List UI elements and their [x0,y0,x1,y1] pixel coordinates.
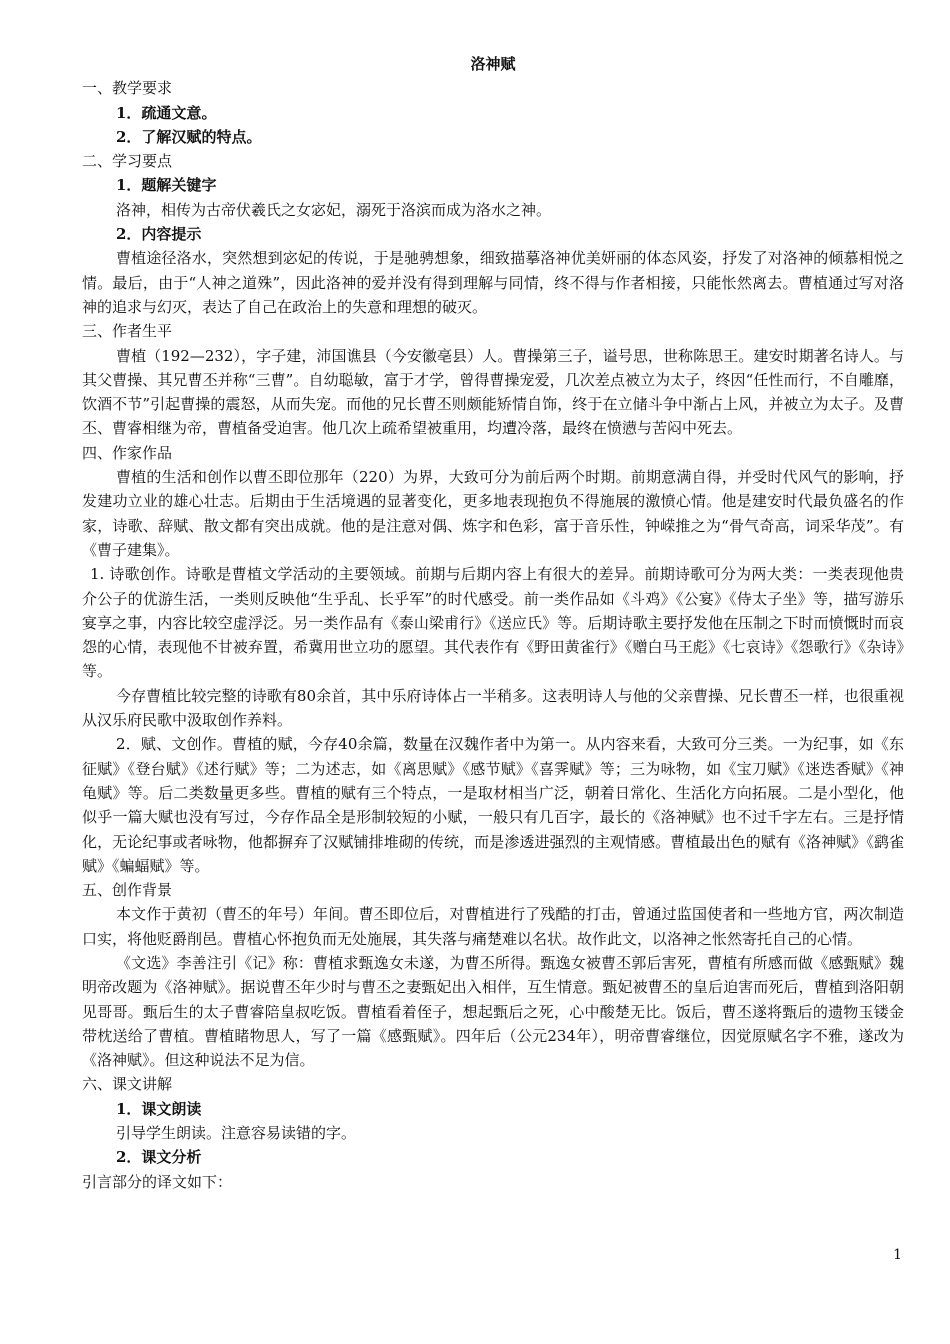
subheading-text-analysis: 2．课文分析 [116,1148,202,1167]
paragraph-two-periods: 曹植的生活和创作以曹丕即位那年（220）为界，大致可分为前后两个时期。前期意满自得，并受时代风气的影响，抒发建功立业的雄心壮志。后期由于生活境遇的显著变化，更多地表现抱负不得施展的激愤心情。他是建安时代最负盛名的作家，诗歌、辞赋、散文都有突出成就。他的是注意对偶、炼字和色彩，富于音乐性，钟嵘推之为“骨气奇高，词采华茂”。有《曹子建集》。 [82,468,904,559]
paragraph-reading-guidance: 引导学生朗读。注意容易读错的字。 [116,1124,357,1143]
paragraph-luoshen-definition: 洛神，相传为古帝伏羲氏之女宓妃，溺死于洛滨而成为洛水之神。 [116,200,552,219]
page-number: 1 [893,1247,902,1263]
subheading-understand-text: 1．疏通文意。 [116,103,217,122]
paragraph-huangchu-period: 本文作于黄初（曹丕的年号）年间。曹丕即位后，对曹植进行了残酷的打击，曾通过监国使者和一些地方官，两次制造口实，将他贬爵削邑。曹植心怀抱负而无处施展，其失落与痛楚难以名状。故作此文，以洛神之怅然寄托自己的心情。 [82,905,904,948]
paragraph-poetry-creation: 1. 诗歌创作。诗歌是曹植文学活动的主要领域。前期与后期内容上有很大的差异。前期诗歌可分为两大类：一类表现他贵介公子的优游生活，一类则反映他“生乎乱、长乎军”的时代感受。前一类作品如《斗鸡》《公宴》《侍太子坐》等，描写游乐宴享之事，内容比较空虚浮泛。另一类作品有《泰山梁甫行》《送应氏》等。后期诗歌主要抒发他在压制之下时而愤慨时而哀怨的心情，表现他不甘被弃置，希冀用世立功的愿望。其代表作有《野田黄雀行》《赠白马王彪》《七哀诗》《怨歌行》《杂诗》等。 [82,565,904,681]
section-heading-text-explanation: 六、课文讲解 [82,1075,173,1094]
subheading-content-tips: 2．内容提示 [116,225,202,244]
section-heading-teaching-requirements: 一、教学要求 [82,79,173,98]
subheading-reading-aloud: 1．课文朗读 [116,1099,202,1118]
paragraph-content-summary: 曹植途径洛水，突然想到宓妃的传说，于是驰骋想象，细致描摹洛神优美妍丽的体态风姿，抒发了对洛神的倾慕相悦之情。最后，由于“人神之道殊”，因此洛神的爱并没有得到理解与同情，终不得与作者相接，只能怅然离去。曹植通过写对洛神的追求与幻灭，表达了自己在政治上的失意和理想的破灭。 [82,249,904,316]
paragraph-zhen-legend: 《文选》李善注引《记》称：曹植求甄逸女未遂，为曹丕所得。甄逸女被曹丕郭后害死，曹植有所感而做《感甄赋》魏明帝改题为《洛神赋》。据说曹丕年少时与曹丕之妻甄妃出入相伴，互生情意。甄妃被曹丕的皇后迫害而死后，曹植到洛阳朝见哥哥。甄后生的太子曹睿陪皇叔吃饭。曹植看着侄子，想起甄后之死，心中酸楚无比。饭后，曹丕遂将甄后的遗物玉镂金带枕送给了曹植。曹植睹物思人，写了一篇《感甄赋》。四年后（公元234年），明帝曹睿继位，因觉原赋名字不雅，遂改为《洛神赋》。但这种说法不足为信。 [82,953,904,1070]
paragraph-cao-zhi-life: 曹植（192—232），字子建，沛国谯县（今安徽亳县）人。曹操第三子，谥号思，世称陈思王。建安时期著名诗人。与其父曹操、其兄曹丕并称“三曹”。自幼聪敏，富于才学，曾得曹操宠爱，几次差点被立为太子，终因“任性而行，不自雕靡，饮酒不节”引起曹操的震怒，从而失宠。而他的兄长曹丕则颇能矫情自饰，终于在立储斗争中渐占上风，并被立为太子。及曹丕、曹睿相继为帝，曹植备受迫害。他几次上疏希望被重用，均遭冷落，最终在愤懑与苦闷中死去。 [82,346,904,438]
paragraph-fu-prose-creation: 2．赋、文创作。曹植的赋，今存40余篇，数量在汉魏作者中为第一。从内容来看，大致可分三类。一为纪事，如《东征赋》《登台赋》《述行赋》等；二为述志，如《离思赋》《感节赋》《喜霁赋》等；三为咏物，如《宝刀赋》《迷迭香赋》《神龟赋》等。后二类数量更多些。曹植的赋有三个特点，一是取材相当广泛，朝着日常化、生活化方向拓展。二是小型化，他似乎一篇大赋也没有写过，今存作品全是形制较短的小赋，一般只有几百字，最长的《洛神赋》也不过千字左右。三是抒情化，无论纪事或者咏物，他都摒弃了汉赋铺排堆砌的传统，而是渗透进强烈的主观情感。曹植最出色的赋有《洛神赋》《鹞雀赋》《蝙蝠赋》等。 [82,735,904,875]
section-heading-author-biography: 三、作者生平 [82,322,173,341]
subheading-han-fu-features: 2．了解汉赋的特点。 [116,127,262,146]
document-body [82,52,904,1194]
section-heading-learning-points: 二、学习要点 [82,152,173,171]
subheading-title-keywords: 1．题解关键字 [116,176,217,195]
paragraph-poem-count: 今存曹植比较完整的诗歌有80余首，其中乐府诗体占一半稍多。这表明诗人与他的父亲曹操、兄长曹丕一样，也很重视从汉乐府民歌中汲取创作养料。 [82,686,904,730]
section-heading-author-works: 四、作家作品 [82,443,173,462]
paragraph-translation-intro: 引言部分的译文如下： [82,1172,233,1191]
document-title: 洛神赋 [470,55,516,73]
section-heading-background: 五、创作背景 [82,881,173,900]
